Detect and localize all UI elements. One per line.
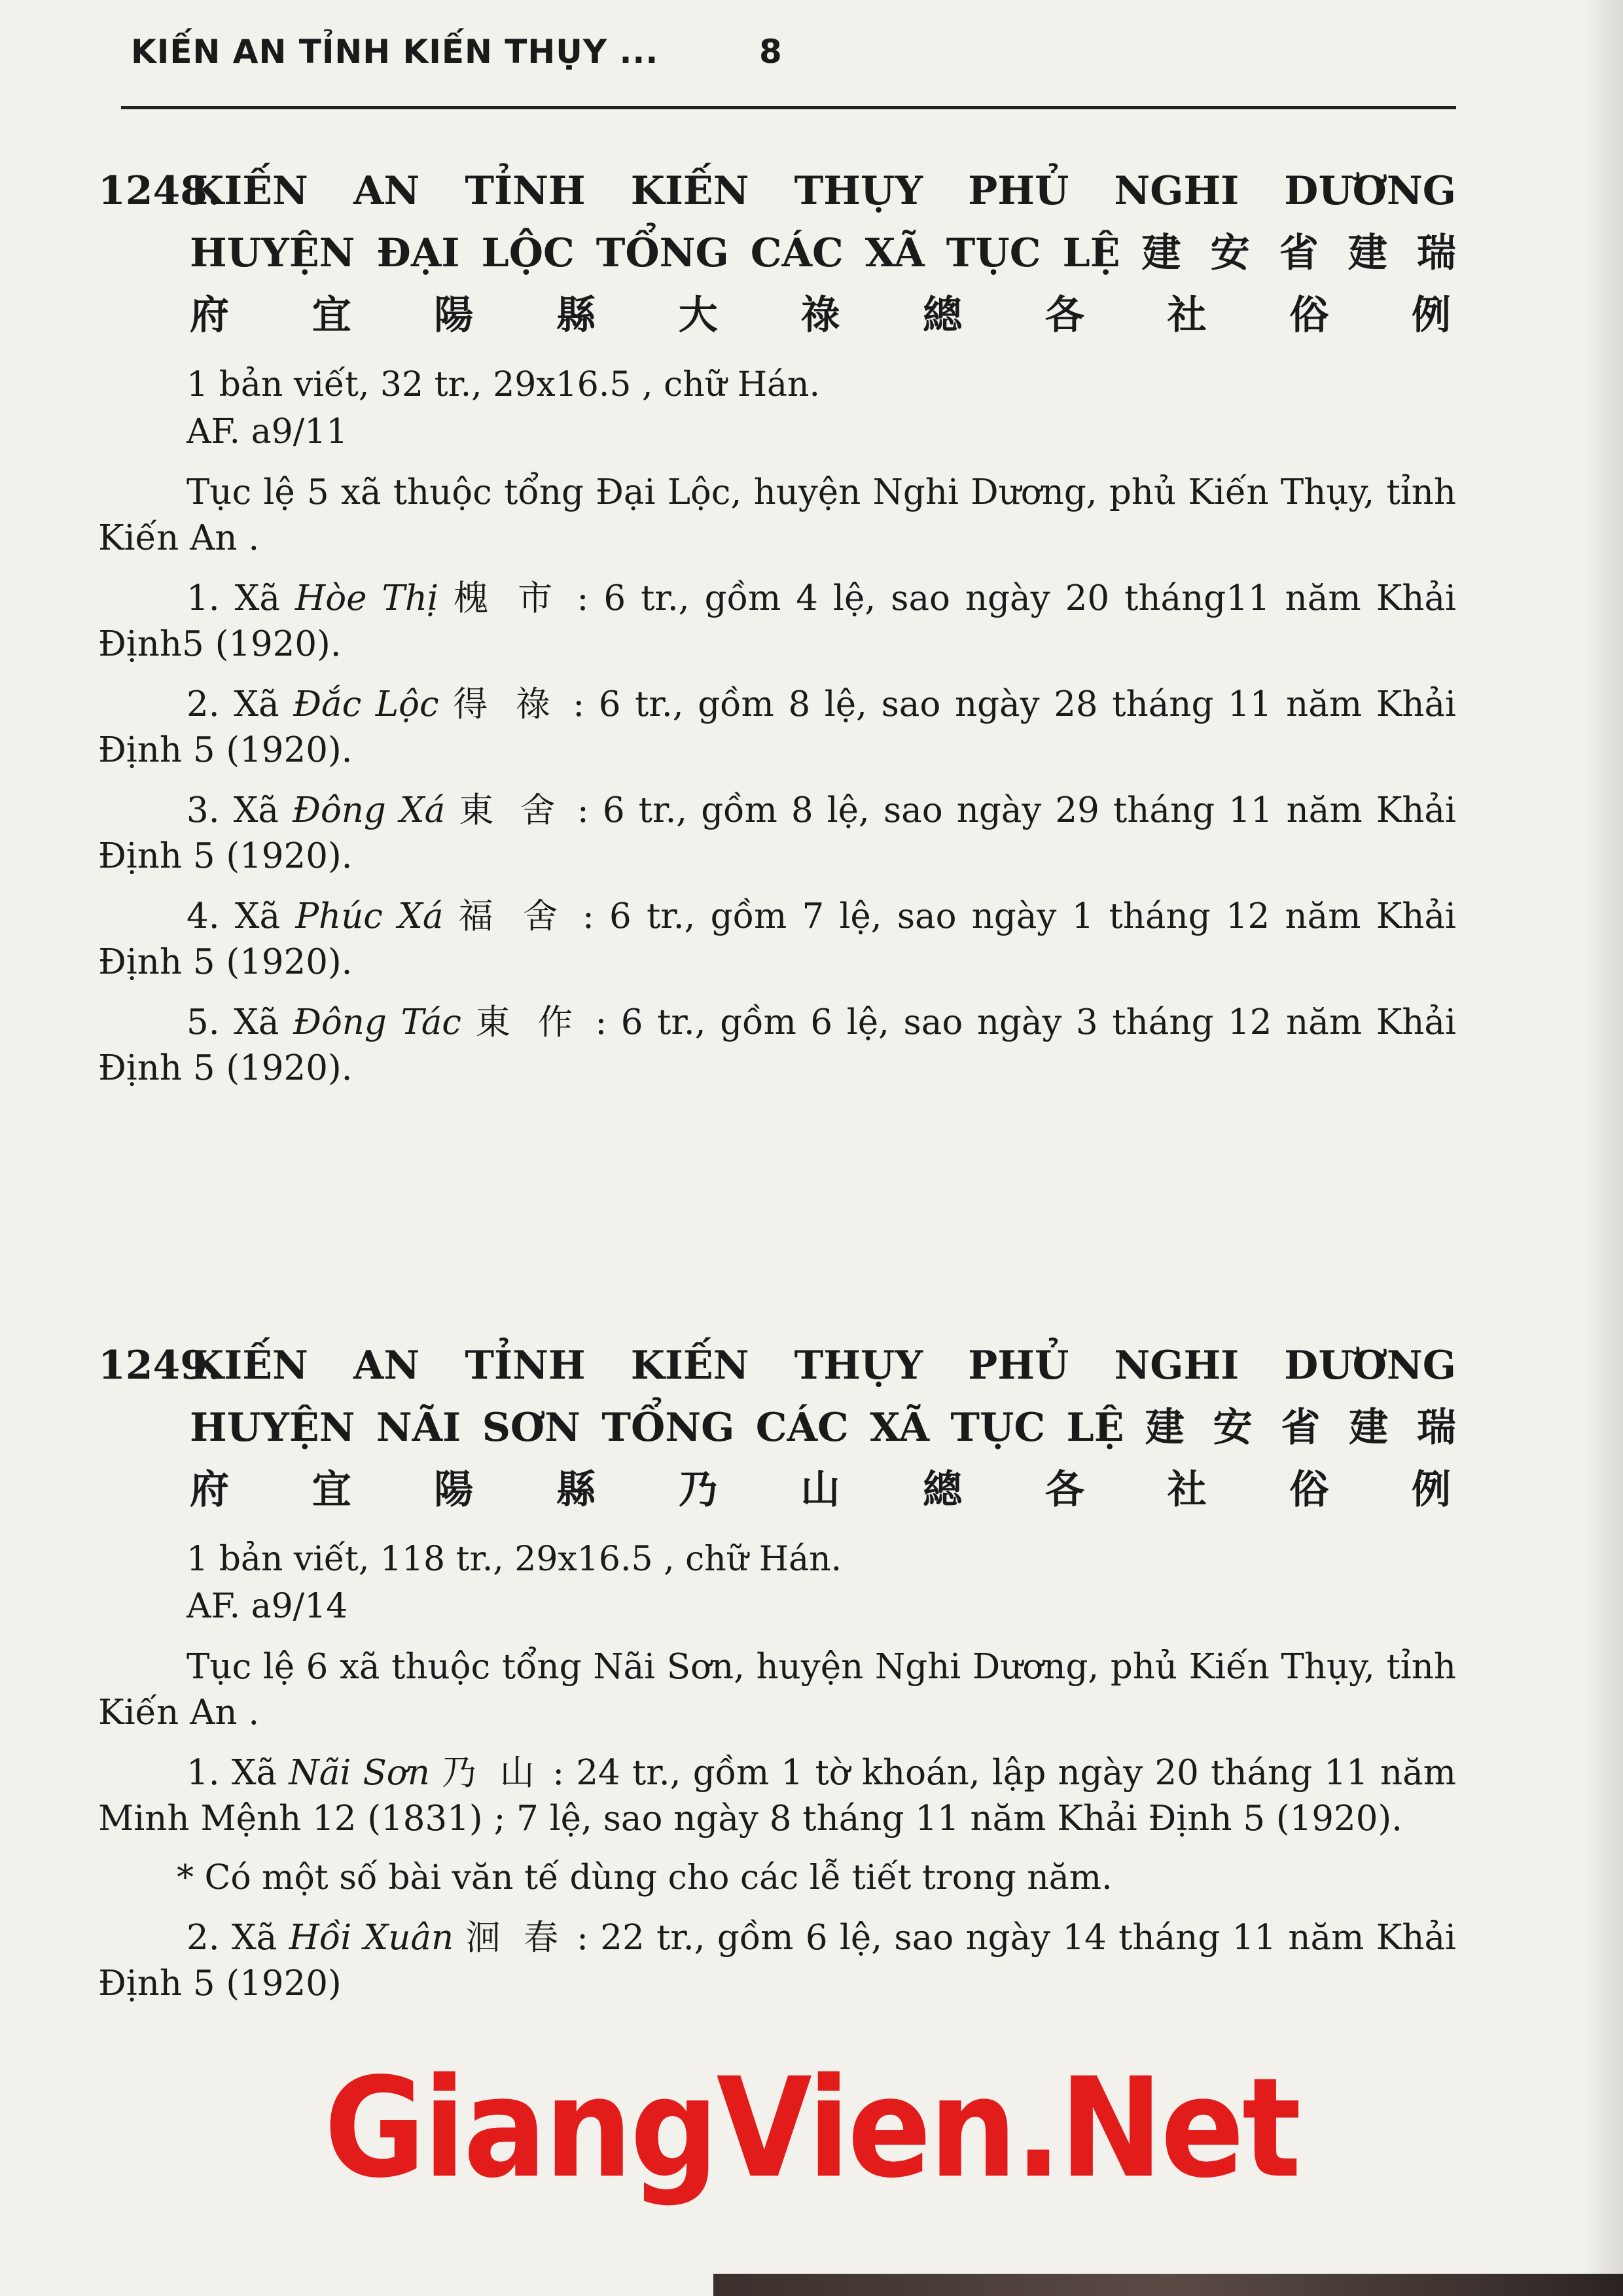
entry-title-line-1: 1249.KIẾN AN TỈNH KIẾN THỤY PHỦ NGHI DƯƠNG [190, 1335, 1456, 1397]
list-item: 4. Xã Phúc Xá 福 舍 : 6 tr., gồm 7 lệ, sao ngày 1 tháng 12 năm Khải Định 5 (1920). [98, 896, 1456, 982]
page-number: 8 [759, 33, 782, 71]
page-edge-shadow [1584, 0, 1623, 2296]
entry-summary: Tục lệ 6 xã thuộc tổng Nãi Sơn, huyện Nghi Dương, phủ Kiến Thụy, tỉnh Kiến An . [98, 1647, 1456, 1733]
header-rule [121, 106, 1456, 109]
list-item: 3. Xã Đông Xá 東 舍 : 6 tr., gồm 8 lệ, sao ngày 29 tháng 11 năm Khải Định 5 (1920). [98, 790, 1456, 876]
list-item: 1. Xã Hòe Thị 槐 市 : 6 tr., gồm 4 lệ, sao ngày 20 tháng11 năm Khải Định5 (1920). [98, 578, 1456, 664]
entry-title [98, 160, 1456, 347]
list-item: 2. Xã Đắc Lộc 得 祿 : 6 tr., gồm 8 lệ, sao ngày 28 tháng 11 năm Khải Định 5 (1920). [98, 684, 1456, 770]
watermark-text: GiangVien.Net [324, 2048, 1299, 2208]
running-header [131, 33, 1453, 85]
entry-title [98, 1335, 1456, 1521]
entry-meta [98, 361, 1456, 455]
entry-format: 1 bản viết, 118 tr., 29x16.5 , chữ Hán. [187, 1540, 842, 1579]
entry-meta [98, 1536, 1456, 1630]
entry-1248 [98, 160, 1456, 1091]
list-item: 2. Xã Hồi Xuân 洄 春 : 22 tr., gồm 6 lệ, sao ngày 14 tháng 11 năm Khải Định 5 (1920) [98, 1918, 1456, 2004]
entry-title-line-1: 1248.KIẾN AN TỈNH KIẾN THỤY PHỦ NGHI DƯƠNG [190, 160, 1456, 222]
entry-title-line-3: 府宜陽縣大祿總各社俗例 [190, 292, 1456, 338]
entry-callnumber: AF. a9/14 [187, 1587, 348, 1626]
page-bottom-edge [713, 2274, 1623, 2296]
entry-format: 1 bản viết, 32 tr., 29x16.5 , chữ Hán. [187, 365, 821, 404]
entry-title-line-3: 府宜陽縣乃山總各社俗例 [190, 1467, 1456, 1513]
entry-callnumber: AF. a9/11 [187, 412, 348, 451]
list-item: 1. Xã Nãi Sơn 乃 山 : 24 tr., gồm 1 tờ khoán, lập ngày 20 tháng 11 năm Minh Mệnh 12 (1831) ; 7 lệ, sao ngày 8 tháng 11 năm Khải Định 5 (1920). [98, 1753, 1456, 1839]
entry-title-line-2: HUYỆN NÃI SƠN TỔNG CÁC XÃ TỤC LỆ 建 安 省 建 瑞 [190, 1405, 1456, 1451]
entry-note: * Có một số bài văn tế dùng cho các lễ tiết trong năm. [177, 1858, 1113, 1898]
entry-number: 1249. [98, 1343, 221, 1388]
entry-summary: Tục lệ 5 xã thuộc tổng Đại Lộc, huyện Nghi Dương, phủ Kiến Thụy, tỉnh Kiến An . [98, 472, 1456, 558]
entry-1249 [98, 1335, 1456, 2007]
running-header-title: KIẾN AN TỈNH KIẾN THỤY ... [131, 33, 659, 71]
entry-number: 1248. [98, 168, 221, 214]
entry-title-line-2: HUYỆN ĐẠI LỘC TỔNG CÁC XÃ TỤC LỆ 建 安 省 建 瑞 [190, 230, 1456, 276]
list-item: 5. Xã Đông Tác 東 作 : 6 tr., gồm 6 lệ, sao ngày 3 tháng 12 năm Khải Định 5 (1920). [98, 1002, 1456, 1088]
